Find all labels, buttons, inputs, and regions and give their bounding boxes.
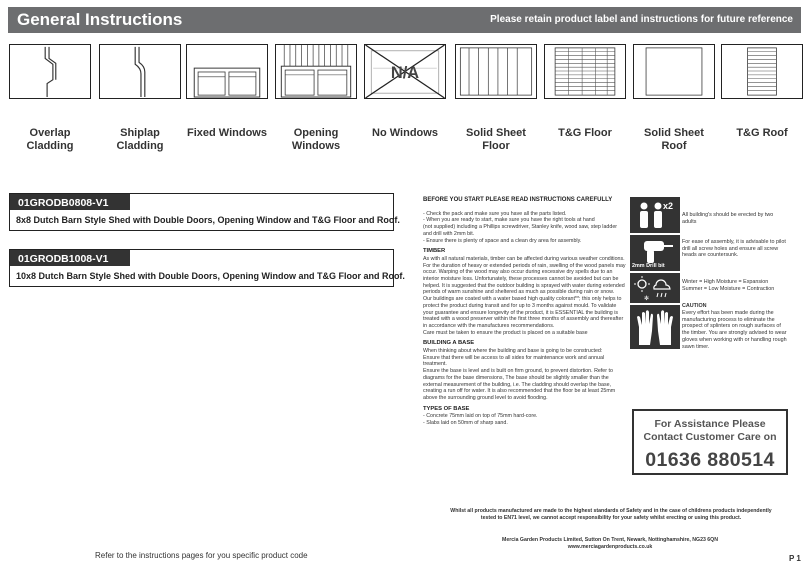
start-line: - When you are ready to start, make sure you have the right tools at hand [423,217,595,224]
tg-roof-label: T&G Roof [736,127,788,139]
customer-care-box [632,409,788,475]
opening-windows-label: Opening Windows [291,127,341,152]
weather-text-2: Summer = Low Moisture = Contraction [682,286,775,292]
types-heading: TYPES OF BASE [423,405,470,412]
tg-floor-label: T&G Floor [558,127,612,139]
solid-sheet-roof-label: Solid Sheet Roof [644,127,704,152]
timber-paragraph: protect the product during transit and for up to 3 months against mould. To validate your guarantee and ensure longevity of the product, it is ESSENTIAL the building is treated with a wood preserver within the first three months of assembly and thereafter in accordance with the manufactures recommendations. [423,302,624,329]
product-description: 10x8 Dutch Barn Style Shed with Double Doors, Opening Window and T&G Floor and Roof. [16,271,405,281]
product-box-1008 [9,249,405,287]
start-line: - Ensure there is plenty of space and a clean dry area for assembly. [423,237,582,244]
solid-sheet-floor-label: Solid Sheet Floor [466,127,526,152]
weather-text-1: Winter = High Moisture = Expansion [682,279,769,285]
people-text: All building's should be erected by two adults [682,212,774,225]
start-line: (not supplied) including a Phillips screwdriver, Stanley knife, wood saw, step ladder and drill with 2mm bit. [423,224,618,237]
page-title: General Instructions [17,10,183,29]
timber-paragraph: Care must be taken to ensure the product is placed on a suitable base [423,329,588,336]
no-windows-label: No Windows [372,127,438,139]
timber-paragraph: As with all natural materials, timber can be affected during various weather conditions. For the duration of heavy or extended periods of rain, swelling of the wood panels may occur. Warping of the wood may also occur during excessive dry spells due to an interior moisture loss. Unfortunately, these processes cannot be avoided but can be helped. It is suggested that the outdoor building is sprayed with water during extended periods of warm sunshine and sheltered as much as possible during rain or snow. [423,255,626,296]
base-paragraph: When thinking about where the building and base is going to be constructed: [423,348,603,355]
types-line: - Concrete 75mm laid on top of 75mm hard-core. [423,413,538,420]
company-info [470,537,750,551]
na-overlay: N/A [390,63,420,82]
base-paragraph: Ensure that there will be access to all sides for maintenance work and annual treatment. [423,354,605,368]
shiplap-cladding-icon [99,44,181,99]
overlap-cladding-label: Overlap Cladding [26,127,74,152]
assist-line-1: For Assistance Please [654,418,766,430]
people-count: x2 [663,201,674,211]
product-box-0808 [9,193,400,231]
product-code: 01GRODB1008-V1 [10,250,130,266]
types-line: - Slabs laid on 50mm of sharp sand. [423,420,508,427]
instructions-heading: BEFORE YOU START PLEASE READ INSTRUCTIONS CAREFULLY [423,197,613,203]
instructions-column [423,197,627,427]
product-code: 01GRODB0808-V1 [10,194,130,210]
header-note: Please retain product label and instructions for future reference [490,14,793,25]
solid-sheet-floor-icon [455,44,537,99]
timber-paragraph: Our buildings are coated with a water based high quality colorant**; this only helps to [423,296,622,303]
no-window-icon [364,44,446,99]
weather-icon [630,273,680,303]
fixed-windows-label: Fixed Windows [187,127,267,139]
start-line: - Check the pack and make sure you have all the parts listed. [423,210,567,217]
safety-disclaimer: Whilst all products manufactured are made to the highest standards of Safety and in the case of childrens products independently tested to EN71 level, we cannot accept responsibility for your safety whilst erecting or using this product. [450,508,772,521]
timber-heading: TIMBER [423,248,446,255]
assist-line-2: Contact Customer Care on [643,431,777,443]
product-description: 8x8 Dutch Barn Style Shed with Double Doors, Opening Window and T&G Floor and Roof. [16,215,400,225]
drill-label: 2mm Drill bit [632,263,665,269]
header-bar [8,7,801,33]
opening-window-icon [275,44,357,99]
footer-note: Refer to the instructions pages for you specific product code [95,551,308,560]
base-heading: BUILDING A BASE [423,340,475,347]
caution-text: Every effort has been made during the manufacturing process to eliminate the prospect of splinters on rough surfaces of the timber. You are strongly advised to wear gloves when working with or handling rough sawn timer. [682,310,787,350]
solid-sheet-roof-icon [633,44,715,99]
company-website: www.merciagardenproducts.co.uk [567,544,653,550]
tg-floor-icon [544,44,626,99]
svg-text:✻: ✻ [644,295,650,302]
base-paragraph: Ensure the base is level and is built on firm ground, to prevent distortion. Refer to diagrams for the base dimensions, The base should be slightly smaller than the external measurement of the building, i.e. The cladding should overlap the base, creating a run off for water. It is also recommended that the floor be at least 25mm above the surrounding ground level to avoid flooding. [423,368,616,401]
safety-icon-panel [630,197,787,365]
fixed-window-icon [186,44,268,99]
overlap-cladding-icon [9,44,91,99]
company-address: Mercia Garden Products Limited, Sutton On Trent, Newark, Nottinghamshire, NG23 6QN [502,537,718,543]
caution-heading: CAUTION [682,303,707,309]
shiplap-cladding-label: Shiplap Cladding [116,127,164,152]
phone-number: 01636 880514 [645,449,775,471]
page-number: P 1 [789,554,801,563]
tg-roof-icon [721,44,803,99]
gloves-icon [630,305,680,349]
drill-text: For ease of assembly, it is advisable to pilot drill all screw holes and ensure all screw heads are countersunk. [682,239,786,259]
